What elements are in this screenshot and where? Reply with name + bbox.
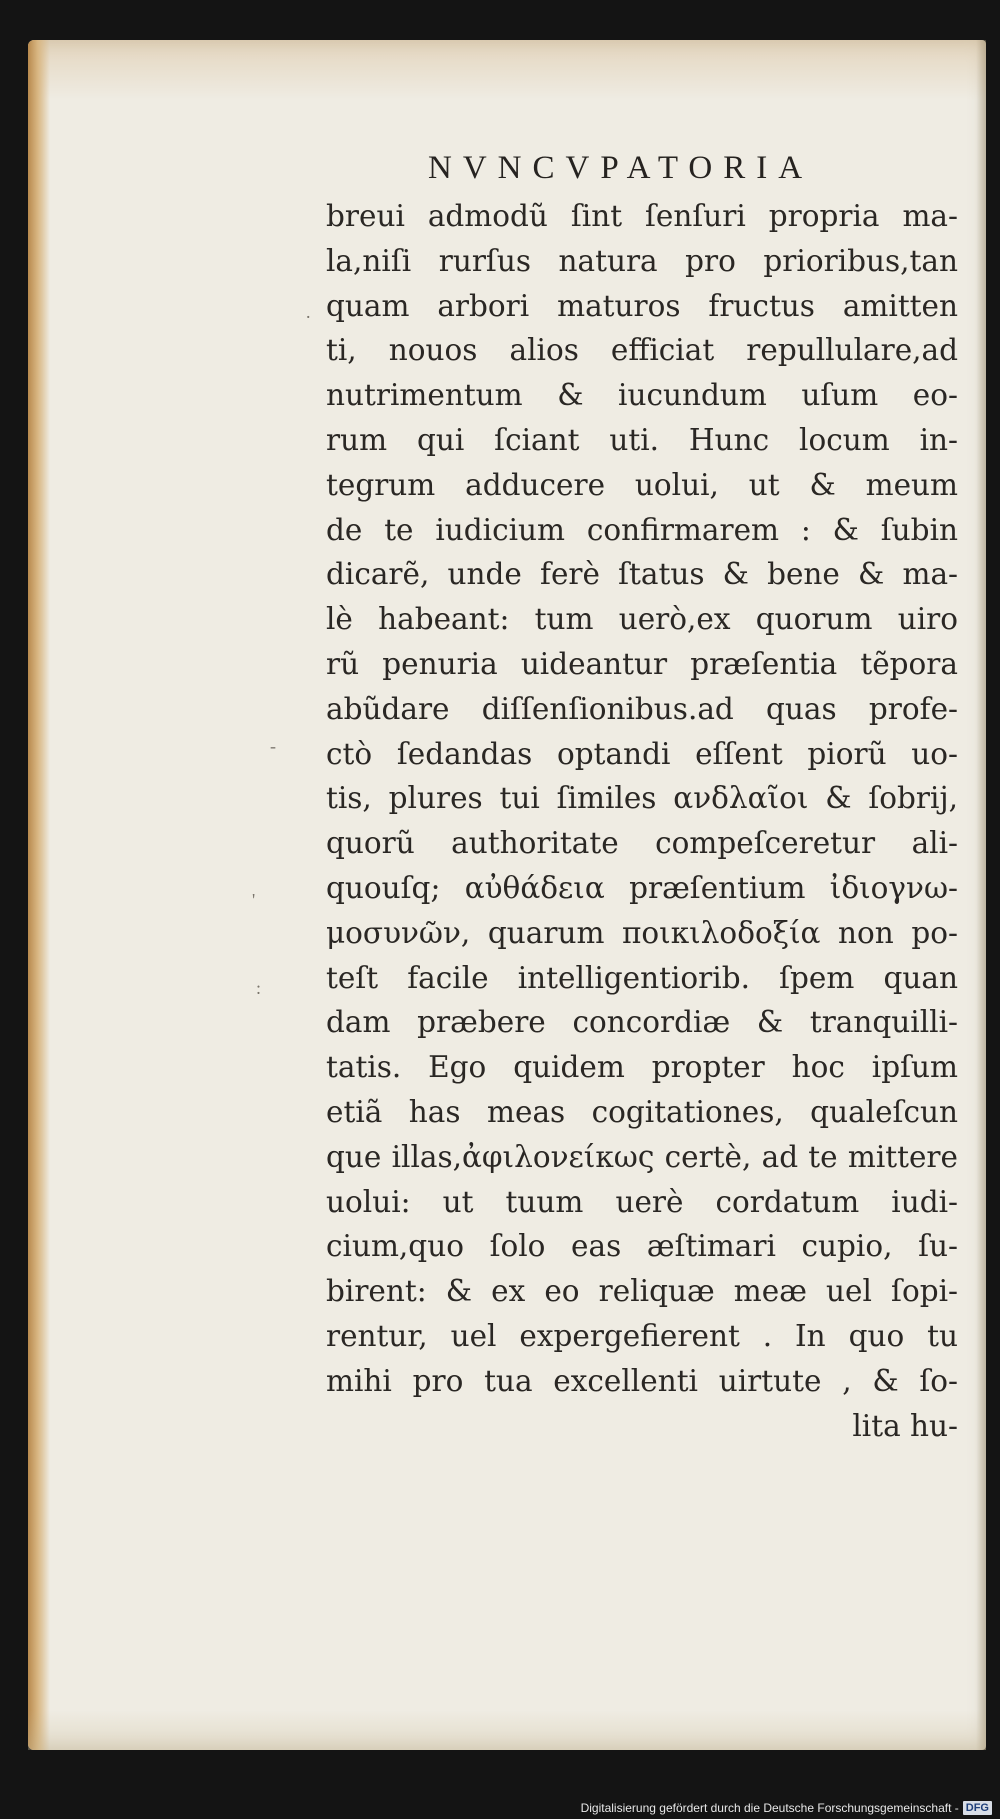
dfg-logo-icon: DFG [963, 1801, 992, 1815]
margin-mark: ' [252, 890, 256, 910]
text-line: de te iudicium confirmarem : & ſubin [326, 512, 958, 547]
text-line: birent: & ex eo reliquæ meæ uel ſopi- [326, 1274, 958, 1309]
text-line: lè habeant: tum uerò,ex quorum uiro [326, 602, 958, 637]
text-line: quam arbori maturos fructus amitten [326, 288, 958, 323]
text-line: etiã has meas cogitationes, qualeſcun [326, 1094, 958, 1129]
text-line: tis, plures tui ſimiles ανδλαῖοι & ſobrij, [326, 781, 958, 816]
margin-mark: : [256, 978, 262, 998]
text-line: ti, nouos alios efficiat repullulare,ad [326, 333, 958, 368]
text-line: breui admodũ ſint ſenſuri propria ma- [326, 199, 958, 233]
running-heading: NVNCVPATORIA [428, 150, 814, 186]
text-line: abũdare diſſenſionibus.ad quas profe- [326, 691, 958, 726]
text-line: quouſq; αὐθάδεια præſentium ἰδιογνω- [326, 870, 958, 905]
margin-mark: . [306, 302, 311, 322]
text-line: teſt facile intelligentiorib. ſpem quan [326, 960, 958, 995]
text-line: que illas,ἀφιλονείκως certè, ad te mittere [326, 1139, 958, 1174]
page-stain [28, 40, 986, 100]
text-line: cium,quo ſolo eas æſtimari cupio, ſu- [326, 1229, 958, 1264]
margin-mark: - [270, 736, 276, 756]
text-line: rũ penuria uideantur præſentia tẽpora [326, 646, 958, 681]
text-line: ctò ſedandas optandi eſſent piorũ uo- [326, 736, 958, 771]
page-bottom-shade [28, 1710, 986, 1750]
catchword: lita hu- [852, 1408, 958, 1443]
text-line: quorũ authoritate compeſceretur ali- [326, 826, 958, 861]
page-fore-edge [976, 40, 986, 1750]
footer-credit: Digitalisierung gefördert durch die Deutsche Forschungsgemeinschaft - [580, 1801, 959, 1815]
text-line: la,niſi rurſus natura pro prioribus,tan [326, 243, 958, 278]
text-line: tatis. Ego quidem propter hoc ipſum [326, 1050, 958, 1085]
text-line: dicarẽ, unde ferè ſtatus & bene & ma- [326, 557, 958, 592]
text-line: mihi pro tua excellenti uirtute , & ſo- [326, 1363, 958, 1398]
text-line: uolui: ut tuum uerè cordatum iudi- [326, 1184, 958, 1219]
digitization-footer [581, 1799, 992, 1817]
text-line: rum qui ſciant uti. Hunc locum in- [326, 422, 958, 457]
text-line: rentur, uel expergefierent . In quo tu [326, 1318, 958, 1353]
text-line: nutrimentum & iucundum uſum eo- [326, 378, 958, 413]
text-line: μοσυνῶν, quarum ποικιλοδοξία non po- [326, 915, 958, 950]
page-body-text [326, 194, 958, 1448]
page-binding-edge [28, 40, 50, 1750]
text-line: dam præbere concordiæ & tranquilli- [326, 1005, 958, 1040]
text-line: tegrum adducere uolui, ut & meum [326, 467, 958, 502]
